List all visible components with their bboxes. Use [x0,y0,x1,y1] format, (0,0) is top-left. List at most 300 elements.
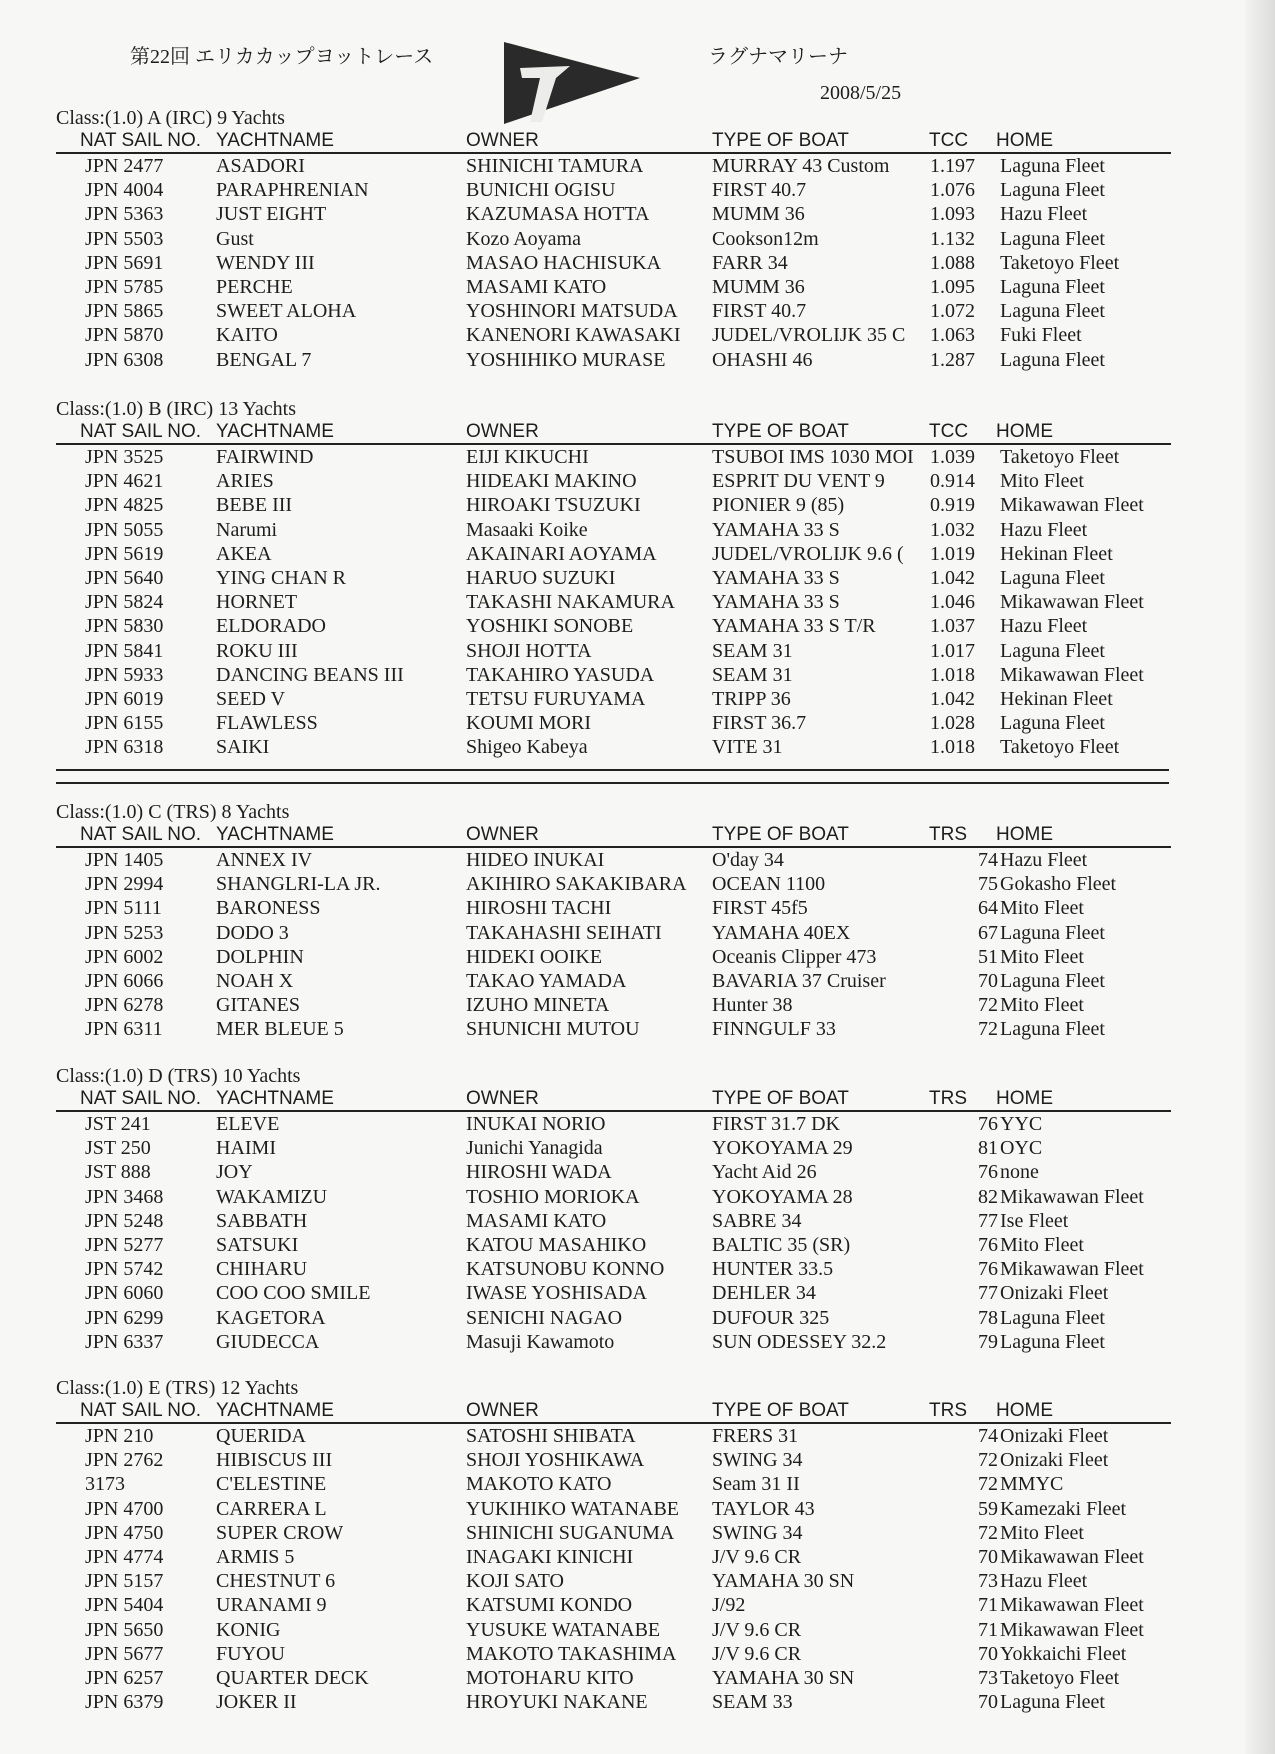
class-title: Class:(1.0) D (TRS) 10 Yachts [56,1065,301,1087]
rating-value: 1.018 [930,736,975,759]
table-row [56,1642,1171,1666]
home-fleet: Mito Fleet [1000,994,1084,1017]
rating-value: 72 [978,1521,998,1544]
rating-value: 1.017 [930,639,975,662]
rating-value: 1.088 [930,251,975,274]
owner-name: MAKOTO TAKASHIMA [466,1642,677,1665]
column-header [56,824,1171,848]
venue-name: ラグナマリーナ [708,46,848,68]
home-fleet: Yokkaichi Fleet [1000,1642,1127,1665]
rating-value: 70 [978,969,998,992]
boat-type: J/V 9.6 CR [712,1545,802,1568]
owner-name: TAKAHASHI SEIHATI [466,921,662,944]
owner-name: TAKAO YAMADA [466,969,627,992]
table-row [56,1017,1171,1041]
rating-value: 1.095 [930,275,975,298]
sail-number: JPN 2994 [85,873,164,896]
table-row [56,1330,1171,1354]
owner-name: Shigeo Kabeya [466,736,588,759]
table-row [56,1690,1171,1714]
owner-name: SATOSHI SHIBATA [466,1425,636,1447]
boat-type: J/V 9.6 CR [712,1642,802,1665]
sail-number: JPN 5870 [85,324,164,347]
boat-type: HUNTER 33.5 [712,1258,834,1281]
boat-type: SEAM 33 [712,1691,793,1714]
table-row [56,202,1171,226]
rating-value: 1.132 [930,227,975,250]
yacht-name: NOAH X [216,969,294,992]
boat-type: YAMAHA 33 S [712,518,840,541]
sail-number: JPN 6278 [85,994,164,1017]
sail-number: JPN 4825 [85,494,164,517]
class-rows [56,154,1171,372]
home-fleet: Onizaki Fleet [1000,1449,1109,1472]
class-rows [56,1424,1171,1714]
owner-name: SENICHI NAGAO [466,1306,623,1329]
home-fleet: Mikawawan Fleet [1000,1545,1144,1568]
col-rating: TCC [929,421,969,442]
owner-name: YOSHINORI MATSUDA [466,300,678,323]
owner-name: YUSUKE WATANABE [466,1618,661,1641]
col-rating: TRS [929,824,967,845]
home-fleet: Mito Fleet [1000,1521,1084,1544]
table-row [56,663,1171,687]
table-row [56,1618,1171,1642]
table-row [56,1281,1171,1305]
col-rating: TRS [929,1400,967,1421]
owner-name: KOJI SATO [466,1570,564,1593]
rating-value: 76 [978,1113,998,1135]
boat-type: O'day 34 [712,849,784,871]
owner-name: Masuji Kawamoto [466,1330,615,1353]
table-row [56,469,1171,493]
home-fleet: Mikawawan Fleet [1000,591,1144,614]
home-fleet: Hekinan Fleet [1000,687,1113,710]
boat-type: YOKOYAMA 29 [712,1137,853,1160]
yacht-name: ELDORADO [216,615,326,638]
table-row [56,1497,1171,1521]
sail-number: JPN 6318 [85,736,164,759]
table-row [56,251,1171,275]
rating-value: 1.076 [930,179,975,202]
home-fleet: Laguna Fleet [1000,921,1105,944]
col-nat-sail: NAT SAIL NO. [80,1400,202,1421]
owner-name: SHOJI HOTTA [466,639,592,662]
rating-value: 1.028 [930,712,975,735]
rating-value: 51 [978,945,998,968]
col-rating: TCC [929,130,969,151]
class-c-section [56,800,1171,1042]
boat-type: JUDEL/VROLIJK 35 C [712,324,906,347]
yacht-name: Gust [216,227,254,250]
rating-value: 59 [978,1497,998,1520]
yacht-name: PERCHE [216,275,293,298]
table-row [56,323,1171,347]
class-rows [56,848,1171,1042]
table-row [56,1306,1171,1330]
owner-name: KOUMI MORI [466,712,591,735]
yacht-name: CHIHARU [216,1258,308,1281]
owner-name: SHOJI YOSHIKAWA [466,1449,645,1472]
rating-value: 0.914 [930,470,975,493]
class-rows [56,445,1171,759]
sail-number: JPN 5503 [85,227,164,250]
col-yacht: YACHTNAME [216,1088,334,1109]
home-fleet: Onizaki Fleet [1000,1425,1109,1447]
yacht-name: MER BLEUE 5 [216,1018,344,1041]
owner-name: SHUNICHI MUTOU [466,1018,640,1041]
owner-name: HROYUKI NAKANE [466,1691,648,1714]
class-e-section [56,1376,1171,1714]
table-row [56,154,1171,178]
table-row [56,1472,1171,1496]
yacht-name: AKEA [216,542,272,565]
home-fleet: Hazu Fleet [1000,849,1088,871]
home-fleet: Mikawawan Fleet [1000,1594,1144,1617]
owner-name: TOSHIO MORIOKA [466,1185,640,1208]
home-fleet: Mito Fleet [1000,1233,1084,1256]
home-fleet: Mikawawan Fleet [1000,1185,1144,1208]
home-fleet: Laguna Fleet [1000,1691,1105,1714]
owner-name: MAKOTO KATO [466,1473,612,1496]
col-type: TYPE OF BOAT [712,421,849,442]
table-row [56,896,1171,920]
boat-type: J/92 [712,1594,746,1617]
owner-name: INUKAI NORIO [466,1113,606,1135]
table-row [56,1112,1171,1136]
table-row [56,735,1171,759]
yacht-name: CARRERA L [216,1497,327,1520]
sail-number: JPN 4774 [85,1545,164,1568]
table-row [56,178,1171,202]
rating-value: 74 [978,849,998,871]
boat-type: MUMM 36 [712,275,805,298]
home-fleet: Laguna Fleet [1000,300,1105,323]
owner-name: AKIHIRO SAKAKIBARA [466,873,687,896]
table-row [56,872,1171,896]
table-row [56,275,1171,299]
sail-number: JPN 4621 [85,470,164,493]
table-row [56,711,1171,735]
boat-type: YAMAHA 40EX [712,921,851,944]
rating-value: 1.042 [930,566,975,589]
home-fleet: Gokasho Fleet [1000,873,1117,896]
rating-value: 74 [978,1425,998,1447]
boat-type: SWING 34 [712,1449,803,1472]
yacht-name: SAIKI [216,736,270,759]
table-row [56,1136,1171,1160]
owner-name: KAZUMASA HOTTA [466,203,650,226]
home-fleet: Laguna Fleet [1000,639,1105,662]
rating-value: 1.037 [930,615,975,638]
home-fleet: Mikawawan Fleet [1000,1258,1144,1281]
home-fleet: YYC [1000,1113,1043,1135]
owner-name: YOSHIHIKO MURASE [466,348,666,371]
owner-name: Kozo Aoyama [466,227,581,250]
col-home: HOME [996,421,1053,442]
yacht-name: DODO 3 [216,921,289,944]
boat-type: MURRAY 43 Custom [712,155,890,177]
class-b-section [56,397,1171,759]
home-fleet: Mikawawan Fleet [1000,494,1144,517]
boat-type: FIRST 45f5 [712,897,808,920]
home-fleet: Laguna Fleet [1000,969,1105,992]
yacht-name: SATSUKI [216,1233,299,1256]
owner-name: MASAMI KATO [466,1209,607,1232]
sail-number: JPN 5841 [85,639,164,662]
owner-name: YOSHIKI SONOBE [466,615,634,638]
boat-type: TRIPP 36 [712,687,791,710]
boat-type: FIRST 40.7 [712,300,807,323]
home-fleet: Laguna Fleet [1000,155,1105,177]
yacht-name: DOLPHIN [216,945,304,968]
rating-value: 1.018 [930,663,975,686]
owner-name: MASAO HACHISUKA [466,251,662,274]
sail-number: JPN 5824 [85,591,164,614]
table-row [56,1257,1171,1281]
boat-type: Yacht Aid 26 [712,1161,817,1184]
rating-value: 72 [978,1018,998,1041]
owner-name: HARUO SUZUKI [466,566,616,589]
sail-number: JST 241 [85,1113,151,1135]
table-row [56,614,1171,638]
boat-type: OHASHI 46 [712,348,813,371]
owner-name: INAGAKI KINICHI [466,1545,634,1568]
home-fleet: Hazu Fleet [1000,615,1088,638]
sail-number: JPN 3525 [85,446,164,468]
boat-type: ESPRIT DU VENT 9 [712,470,885,493]
owner-name: MASAMI KATO [466,275,607,298]
sail-number: JPN 5055 [85,518,164,541]
sail-number: JPN 5277 [85,1233,164,1256]
col-owner: OWNER [466,1088,539,1109]
home-fleet: Laguna Fleet [1000,348,1105,371]
owner-name: Masaaki Koike [466,518,588,541]
rating-value: 75 [978,873,998,896]
yacht-name: FUYOU [216,1642,285,1665]
sail-number: JPN 6060 [85,1282,164,1305]
table-row [56,921,1171,945]
section-divider [56,769,1169,771]
column-header [56,1400,1171,1424]
boat-type: J/V 9.6 CR [712,1618,802,1641]
table-row [56,227,1171,251]
yacht-name: QUERIDA [216,1425,306,1447]
sail-number: JPN 6311 [85,1018,163,1041]
yacht-name: SWEET ALOHA [216,300,357,323]
owner-name: SHINICHI TAMURA [466,155,644,177]
boat-type: FINNGULF 33 [712,1018,836,1041]
col-nat-sail: NAT SAIL NO. [80,824,202,845]
yacht-name: JOY [216,1161,253,1184]
home-fleet: Ise Fleet [1000,1209,1069,1232]
yacht-name: SABBATH [216,1209,308,1232]
owner-name: KANENORI KAWASAKI [466,324,681,347]
boat-type: MUMM 36 [712,203,805,226]
yacht-name: HAIMI [216,1137,276,1160]
boat-type: SABRE 34 [712,1209,802,1232]
rating-value: 77 [978,1209,998,1232]
boat-type: FARR 34 [712,251,788,274]
col-yacht: YACHTNAME [216,1400,334,1421]
class-title: Class:(1.0) B (IRC) 13 Yachts [56,398,297,420]
rating-value: 1.072 [930,300,975,323]
rating-value: 1.019 [930,542,975,565]
boat-type: OCEAN 1100 [712,873,826,896]
home-fleet: Mikawawan Fleet [1000,663,1144,686]
rating-value: 67 [978,921,998,944]
owner-name: SHINICHI SUGANUMA [466,1521,675,1544]
boat-type: FRERS 31 [712,1425,799,1447]
yacht-name: QUARTER DECK [216,1666,369,1689]
home-fleet: Taketoyo Fleet [1000,251,1120,274]
rating-value: 70 [978,1545,998,1568]
boat-type: VITE 31 [712,736,783,759]
home-fleet: Kamezaki Fleet [1000,1497,1127,1520]
boat-type: YAMAHA 30 SN [712,1666,855,1689]
boat-type: BAVARIA 37 Cruiser [712,969,886,992]
owner-name: MOTOHARU KITO [466,1666,634,1689]
boat-type: SWING 34 [712,1521,803,1544]
table-row [56,1545,1171,1569]
rating-value: 72 [978,1449,998,1472]
rating-value: 82 [978,1185,998,1208]
owner-name: KATSUNOBU KONNO [466,1258,665,1281]
owner-name: AKAINARI AOYAMA [466,542,657,565]
home-fleet: Taketoyo Fleet [1000,1666,1120,1689]
home-fleet: Laguna Fleet [1000,712,1105,735]
table-row [56,639,1171,663]
table-row [56,493,1171,517]
sail-number: 3173 [85,1473,125,1496]
home-fleet: Mikawawan Fleet [1000,1618,1144,1641]
boat-type: YAMAHA 33 S [712,591,840,614]
boat-type: DEHLER 34 [712,1282,816,1305]
owner-name: IWASE YOSHISADA [466,1282,647,1305]
yacht-name: HIBISCUS III [216,1449,333,1472]
home-fleet: Taketoyo Fleet [1000,736,1120,759]
yacht-name: YING CHAN R [216,566,346,589]
yacht-name: WENDY III [216,251,315,274]
yacht-name: ELEVE [216,1113,280,1135]
table-row [56,590,1171,614]
table-row [56,1424,1171,1448]
table-row [56,1448,1171,1472]
yacht-name: BEBE III [216,494,293,517]
col-owner: OWNER [466,824,539,845]
owner-name: HIDEKI OOIKE [466,945,603,968]
sail-number: JPN 5785 [85,275,164,298]
table-row [56,687,1171,711]
sail-number: JPN 5865 [85,300,164,323]
yacht-name: CHESTNUT 6 [216,1570,336,1593]
owner-name: TAKASHI NAKAMURA [466,591,675,614]
sail-number: JPN 1405 [85,849,164,871]
sail-number: JPN 6379 [85,1691,164,1714]
table-row [56,445,1171,469]
rating-value: 71 [978,1618,998,1641]
sail-number: JPN 4004 [85,179,164,202]
table-row [56,993,1171,1017]
col-nat-sail: NAT SAIL NO. [80,421,202,442]
column-header [56,421,1171,445]
rating-value: 1.032 [930,518,975,541]
class-title: Class:(1.0) A (IRC) 9 Yachts [56,107,285,129]
table-row [56,1160,1171,1184]
table-row [56,848,1171,872]
sail-number: JPN 6019 [85,687,164,710]
boat-type: YAMAHA 33 S T/R [712,615,876,638]
home-fleet: Hazu Fleet [1000,1570,1088,1593]
boat-type: FIRST 36.7 [712,712,807,735]
yacht-name: ARIES [216,470,274,493]
col-type: TYPE OF BOAT [712,130,849,151]
owner-name: HIDEAKI MAKINO [466,470,637,493]
event-title: 第22回 エリカカップヨットレース [130,46,434,68]
sail-number: JPN 5248 [85,1209,164,1232]
sail-number: JPN 6308 [85,348,164,371]
boat-type: Hunter 38 [712,994,793,1017]
yacht-name: JUST EIGHT [216,203,327,226]
col-nat-sail: NAT SAIL NO. [80,1088,202,1109]
sail-number: JPN 210 [85,1425,154,1447]
home-fleet: Laguna Fleet [1000,1018,1105,1041]
col-type: TYPE OF BOAT [712,824,849,845]
sail-number: JPN 5640 [85,566,164,589]
owner-name: HIROSHI TACHI [466,897,612,920]
home-fleet: Mito Fleet [1000,470,1084,493]
col-home: HOME [996,824,1053,845]
yacht-name: GITANES [216,994,300,1017]
sail-number: JPN 6066 [85,969,164,992]
race-date: 2008/5/25 [820,82,902,104]
yacht-name: SEED V [216,687,286,710]
yacht-name: FLAWLESS [216,712,318,735]
rating-value: 1.287 [930,348,975,371]
boat-type: JUDEL/VROLIJK 9.6 ( [712,542,904,565]
rating-value: 1.039 [930,446,975,468]
yacht-name: JOKER II [216,1691,297,1714]
sail-number: JPN 4750 [85,1521,164,1544]
sail-number: JPN 4700 [85,1497,164,1520]
sail-number: JPN 5363 [85,203,164,226]
home-fleet: Laguna Fleet [1000,275,1105,298]
col-owner: OWNER [466,130,539,151]
sail-number: JPN 5933 [85,663,164,686]
sail-number: JPN 6337 [85,1330,164,1353]
boat-type: Cookson12m [712,227,819,250]
yacht-name: HORNET [216,591,298,614]
section-divider [56,782,1169,784]
table-row [56,542,1171,566]
sail-number: JPN 5830 [85,615,164,638]
col-owner: OWNER [466,1400,539,1421]
sail-number: JPN 2477 [85,155,164,177]
column-header [56,1088,1171,1112]
rating-value: 72 [978,1473,998,1496]
yacht-name: BARONESS [216,897,321,920]
table-row [56,1233,1171,1257]
home-fleet: Laguna Fleet [1000,179,1105,202]
col-yacht: YACHTNAME [216,824,334,845]
sail-number: JPN 6002 [85,945,164,968]
table-row [56,945,1171,969]
rating-value: 78 [978,1306,998,1329]
boat-type: SUN ODESSEY 32.2 [712,1330,887,1353]
col-yacht: YACHTNAME [216,421,334,442]
boat-type: BALTIC 35 (SR) [712,1233,851,1256]
home-fleet: Fuki Fleet [1000,324,1082,347]
